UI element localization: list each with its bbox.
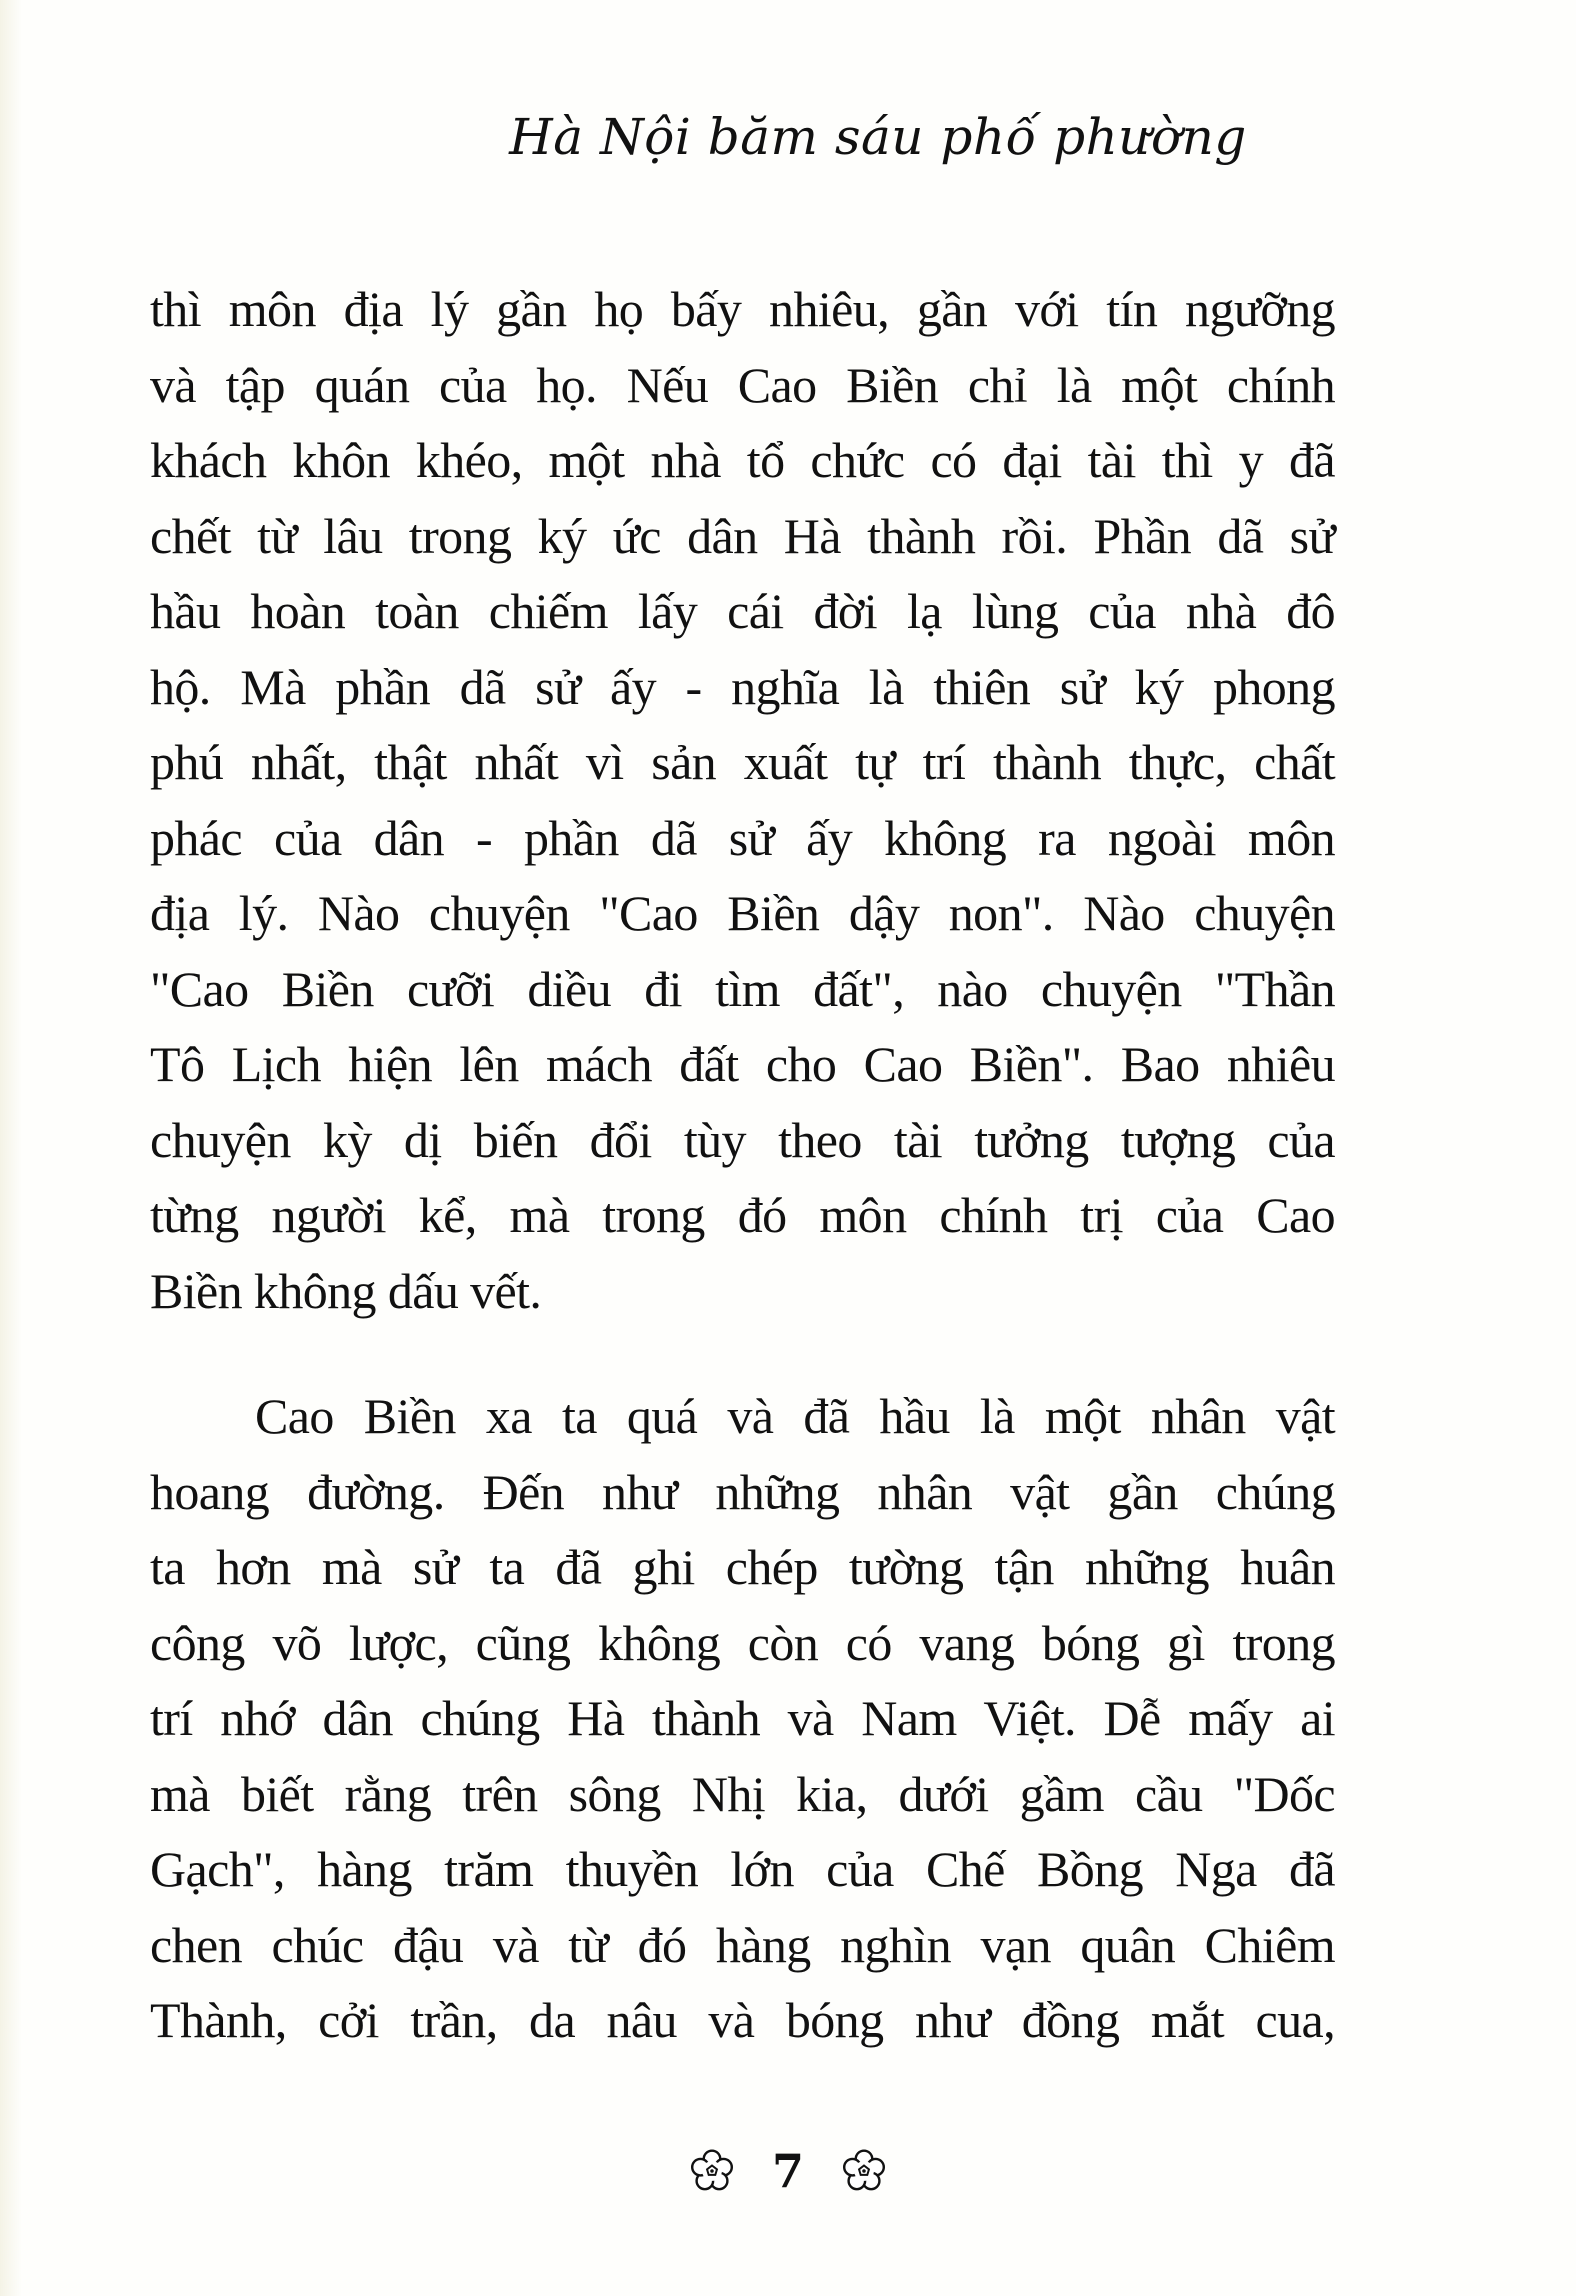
page-number: 7 xyxy=(771,2144,804,2198)
paragraph-2 xyxy=(150,1379,1335,2059)
flower-ornament-icon xyxy=(690,2149,734,2193)
body-text xyxy=(150,272,1335,2059)
text-line: và tập quán của họ. Nếu Cao Biền chỉ là một chính xyxy=(150,356,1335,413)
text-line: ta hơn mà sử ta đã ghi chép tường tận những huân xyxy=(150,1539,1335,1595)
text-line: chết từ lâu trong ký ức dân Hà thành rồi. Phần dã sử xyxy=(150,507,1335,564)
text-line: Thành, cởi trần, da nâu và bóng như đồng mắt cua, xyxy=(150,1992,1335,2048)
text-line: hoang đường. Đến như những nhân vật gần chúng xyxy=(150,1463,1335,1520)
running-header-title: Hà Nội băm sáu phố phường xyxy=(509,108,1247,166)
paragraph-1 xyxy=(150,272,1335,1329)
paragraph-gap xyxy=(150,1329,1335,1379)
text-line: "Cao Biền cưỡi diều đi tìm đất", nào chuyện "Thần xyxy=(150,960,1335,1017)
text-line: trí nhớ dân chúng Hà thành và Nam Việt. Dễ mấy ai xyxy=(150,1690,1335,1746)
text-line: công võ lược, cũng không còn có vang bóng gì trong xyxy=(150,1614,1335,1671)
text-line: Gạch", hàng trăm thuyền lớn của Chế Bồng Nga đã xyxy=(150,1841,1335,1897)
text-line: Biền không dấu vết. xyxy=(150,1262,542,1319)
page-edge-shadow xyxy=(0,0,22,2296)
text-line: hầu hoàn toàn chiếm lấy cái đời lạ lùng của nhà đô xyxy=(150,583,1335,639)
text-line: phác của dân - phần dã sử ấy không ra ngoài môn xyxy=(150,809,1335,866)
text-line: Cao Biền xa ta quá và đã hầu là một nhân vật xyxy=(255,1388,1335,1444)
page-footer xyxy=(0,2144,1576,2198)
flower-ornament-icon xyxy=(842,2149,886,2193)
text-line: từng người kể, mà trong đó môn chính trị của Cao xyxy=(150,1187,1335,1243)
text-line: khách khôn khéo, một nhà tổ chức có đại tài thì y đã xyxy=(150,432,1335,488)
text-line: chen chúc đậu và từ đó hàng nghìn vạn quân Chiêm xyxy=(150,1916,1335,1973)
text-line: phú nhất, thật nhất vì sản xuất tự trí thành thực, chất xyxy=(150,734,1335,790)
text-line: Tô Lịch hiện lên mách đất cho Cao Biền". Bao nhiêu xyxy=(150,1036,1335,1092)
text-line: chuyện kỳ dị biến đổi tùy theo tài tưởng tượng của xyxy=(150,1111,1335,1168)
text-line: mà biết rằng trên sông Nhị kia, dưới gầm cầu "Dốc xyxy=(150,1765,1335,1822)
text-line: hộ. Mà phần dã sử ấy - nghĩa là thiên sử ký phong xyxy=(150,658,1335,715)
text-line: thì môn địa lý gần họ bấy nhiêu, gần với tín ngưỡng xyxy=(150,281,1335,337)
text-line: địa lý. Nào chuyện "Cao Biền dậy non". Nào chuyện xyxy=(150,885,1335,941)
